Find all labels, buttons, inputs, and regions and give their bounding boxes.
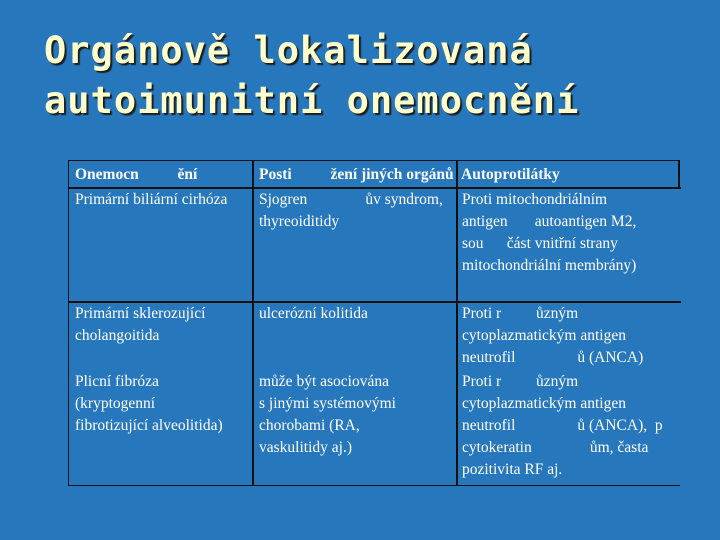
table-header-disease: Onemocn ění bbox=[75, 166, 198, 183]
table-cell-other-organs: Sjogren ův syndrom, thyreoiditidy bbox=[259, 191, 443, 230]
table-cell-other-organs: ulcerózní kolitida bbox=[259, 305, 368, 322]
table-column-divider-2 bbox=[456, 161, 458, 486]
slide-title-line-2: autoimunitní onemocnění bbox=[44, 79, 580, 122]
table-cell-autoantibodies: Proti r ůzným cytoplazmatickým antigen neutrofil ů (ANCA) bbox=[462, 305, 644, 366]
table-cell-other-organs: může být asociována s jinými systémovými chorobami (RA, vaskulitidy aj.) bbox=[259, 373, 396, 456]
table-cell-autoantibodies: Proti mitochondriálním antigen autoantigen M2, sou část vnitřní strany mitochondriální membrány) bbox=[462, 191, 637, 274]
slide-title-line-1: Orgánově lokalizovaná bbox=[44, 29, 533, 72]
table-cell-disease: Primární biliární cirhóza bbox=[75, 191, 228, 208]
table-header-other-organs: Posti žení jiných orgánů bbox=[259, 166, 454, 183]
table-cell-disease: Primární sklerozující cholangoitida bbox=[75, 305, 206, 344]
table-column-divider-1 bbox=[252, 161, 254, 486]
table-cell-autoantibodies: Proti r ůzným cytoplazmatickým antigen neutrofil ů (ANCA), p cytokeratin ům, časta pozitivita RF aj. bbox=[462, 373, 663, 478]
disease-table bbox=[68, 160, 680, 486]
table-header-autoantibodies: Autoprotilátky bbox=[461, 166, 560, 183]
slide-title bbox=[44, 26, 704, 126]
table-cell-disease: Plicní fibróza (kryptogenní fibrotizující alveolitida) bbox=[75, 373, 223, 434]
